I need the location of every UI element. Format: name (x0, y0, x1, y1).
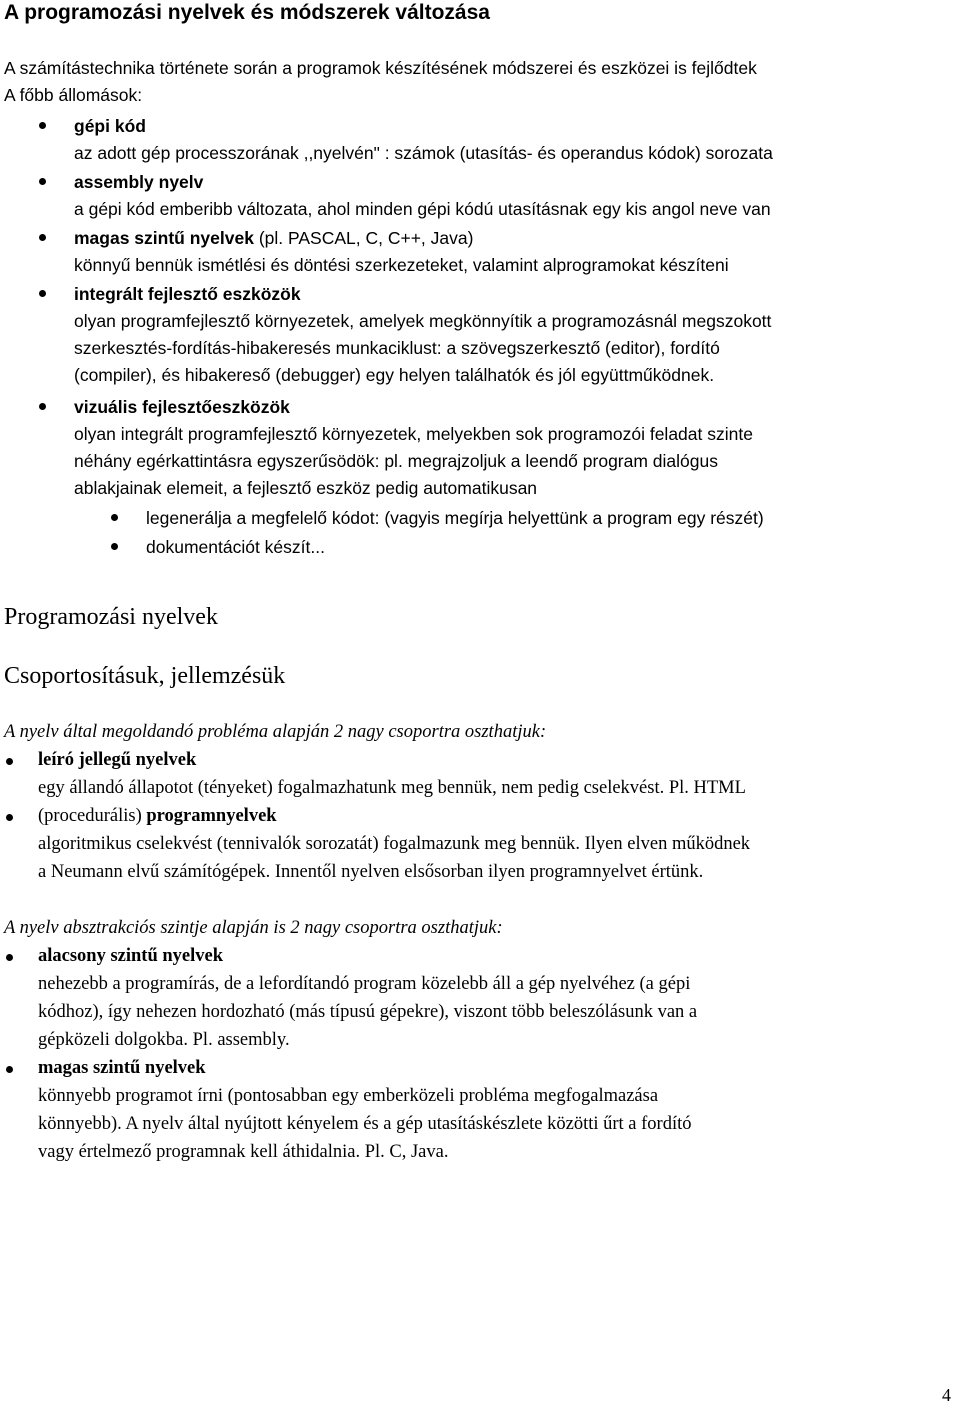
station-desc: olyan integrált programfejlesztő környezetek, melyekben sok programozói feladat szinte (74, 424, 753, 444)
section-heading: Programozási nyelvek (4, 604, 218, 630)
station-term: gépi kód (74, 116, 146, 136)
bullet-icon (111, 514, 118, 521)
group-item-desc: a Neumann elvű számítógépek. Innentől nyelven elsősorban ilyen programnyelvet értünk. (38, 862, 704, 882)
bullet-icon (39, 234, 46, 241)
bullet-icon (39, 290, 46, 297)
group-item-desc: vagy értelmező programnak kell áthidalnia. Pl. C, Java. (38, 1142, 449, 1162)
group-lead: A nyelv által megoldandó probléma alapján 2 nagy csoportra oszthatjuk: (4, 722, 547, 742)
bullet-icon (111, 543, 118, 550)
station-term: integrált fejlesztő eszközök (74, 284, 301, 304)
station-term-line (74, 227, 473, 249)
bullet-icon (6, 1066, 13, 1073)
group-item-desc: könnyebb programot írni (pontosabban egy emberközeli probléma megfogalmazása (38, 1086, 659, 1106)
group-item-desc: algoritmikus cselekvést (tennivalók sorozatát) fogalmazunk meg bennük. Ilyen elven működnek (38, 834, 751, 854)
sub-item: legenerálja a megfelelő kódot: (vagyis megírja helyettünk a program egy részét) (146, 508, 764, 528)
station-desc: a gépi kód emberibb változata, ahol minden gépi kódú utasításnak egy kis angol neve van (74, 199, 771, 219)
page-title: A programozási nyelvek és módszerek változása (4, 1, 490, 24)
bullet-icon (39, 122, 46, 129)
station-term-suffix: (pl. PASCAL, C, C++, Java) (253, 228, 474, 248)
intro-line: A számítástechnika története során a programok készítésének módszerei és eszközei is fejlődtek (4, 58, 757, 78)
station-desc: ablakjainak elemeit, a fejlesztő eszköz pedig automatikusan (74, 478, 538, 498)
intro-line: A főbb állomások: (4, 85, 143, 105)
bullet-icon (39, 403, 46, 410)
bullet-icon (6, 758, 13, 765)
station-term: assembly nyelv (74, 172, 204, 192)
group-item-desc: kódhoz), így nehezen hordozható (más típusú gépekre), viszont több beleszólásunk van a (38, 1002, 698, 1022)
group-item-term: magas szintű nyelvek (38, 1058, 206, 1078)
station-desc: olyan programfejlesztő környezetek, amelyek megkönnyítik a programozásnál megszokott (74, 311, 772, 331)
group-item-desc: nehezebb a programírás, de a lefordítandó program közelebb áll a gép nyelvéhez (a gépi (38, 974, 691, 994)
group-item-desc: könnyebb). A nyelv által nyújtott kényelem és a gép utasításkészlete közötti űrt a fordító (38, 1114, 692, 1134)
group-item-term-prefix: (procedurális) (38, 806, 147, 826)
bullet-icon (6, 954, 13, 961)
station-term: vizuális fejlesztőeszközök (74, 397, 290, 417)
group-item-term-line (38, 805, 277, 827)
group-lead: A nyelv absztrakciós szintje alapján is 2 nagy csoportra oszthatjuk: (4, 918, 503, 938)
bullet-icon (39, 178, 46, 185)
group-item-term: leíró jellegű nyelvek (38, 750, 197, 770)
station-desc: az adott gép processzorának ,,nyelvén" : számok (utasítás- és operandus kódok) sorozata (74, 143, 773, 163)
group-item-desc: gépközeli dolgokba. Pl. assembly. (38, 1030, 290, 1050)
group-item-term: programnyelvek (146, 806, 277, 826)
station-desc: néhány egérkattintásra egyszerűsödök: pl. megrajzoljuk a leendő program dialógus (74, 451, 718, 471)
station-desc: könnyű bennük ismétlési és döntési szerkezeteket, valamint alprogramokat készíteni (74, 255, 729, 275)
station-term: magas szintű nyelvek (74, 228, 254, 248)
station-desc: (compiler), és hibakereső (debugger) egy helyen találhatók és jól együttműködnek. (74, 365, 715, 385)
bullet-icon (6, 814, 13, 821)
sub-item: dokumentációt készít... (146, 537, 325, 557)
page-number: 4 (942, 1385, 951, 1405)
station-desc: szerkesztés-fordítás-hibakeresés munkaciklust: a szövegszerkesztő (editor), fordító (74, 338, 720, 358)
group-item-desc: egy állandó állapotot (tényeket) fogalmazhatunk meg bennük, nem pedig cselekvést. Pl. HTML (38, 778, 746, 798)
subsection-heading: Csoportosításuk, jellemzésük (4, 663, 286, 689)
group-item-term: alacsony szintű nyelvek (38, 946, 224, 966)
